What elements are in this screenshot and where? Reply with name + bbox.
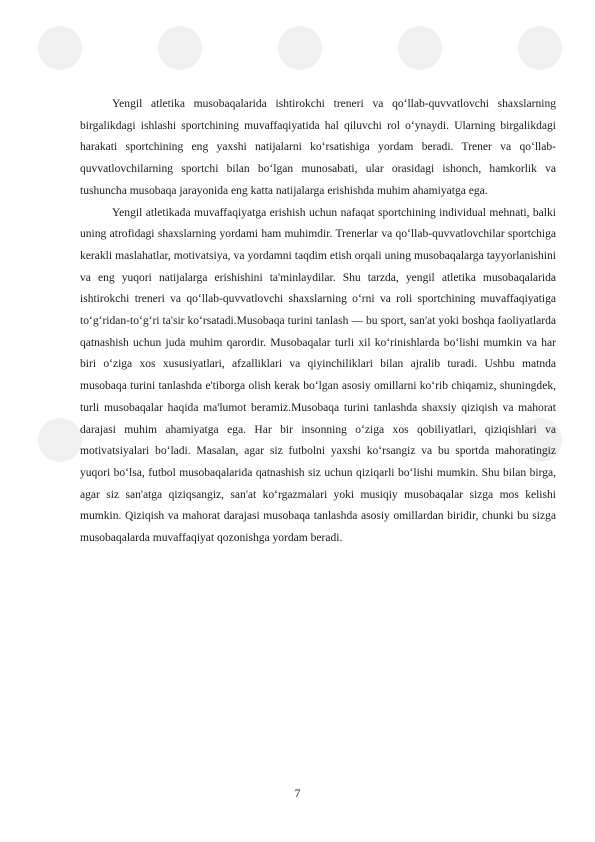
body-text-content — [80, 94, 556, 550]
paragraph: Yengil atletika musobaqalarida ishtirokchi treneri va qo‘llab-quvvatlovchi shaxslarning birgalikdagi ishlashi sportchining muvaffaqiyatida hal qiluvchi rol o‘ynaydi. Ularning birgalikdagi harakati sportchining eng yaxshi natijalarni ko‘rsatishiga yordam beradi. Trener va qo‘llab-quvvatlovchilarning sportchi bilan bo‘lgan munosabati, ular orasidagi ishonch, hamkorlik va tushuncha musobaqa jarayonida eng katta natijalarga erishishda muhim ahamiyatga ega. — [80, 98, 556, 197]
paragraph: Yengil atletikada muvaffaqiyatga erishish uchun nafaqat sportchining individual mehnati, balki uning atrofidagi shaxslarning yordami ham muhimdir. Trenerlar va qo‘llab-quvvatlovchilar sportchiga kerakli maslahatlar, motivatsiya, va yordamni taqdim etish orqali uning musobaqalarga tayyorlanishini va eng yuqori natijalarga erishishini ta'minlaydilar. Shu tarzda, yengil atletika musobaqalarida ishtirokchi treneri va qo‘llab-quvvatlovchi shaxslarning o‘rni va roli sportchining muvaffaqiyatiga to‘g‘ridan-to‘g‘ri ta'sir ko‘rsatadi.Musobaqa turini tanlash — bu sport, san'at yoki boshqa faoliyatlarda qatnashish uchun juda muhim qarordir. Musobaqalar turli xil ko‘rinishlarda bo‘lishi mumkin va har biri o‘ziga xos xususiyatlari, afzalliklari va qiyinchiliklari bilan ajralib turadi. Ushbu matnda musobaqa turini tanlashda e'tiborga olish kerak bo‘lgan asosiy omillarni ko‘rib chiqamiz, shuningdek, turli musobaqalar haqida ma'lumot beramiz.Musobaqa turini tanlashda shaxsiy qiziqish va mahorat darajasi muhim ahamiyatga ega. Har bir insonning o‘ziga xos qobiliyatlari, qiziqishlari va motivatsiyalari bo‘ladi. Masalan, agar siz futbolni yaxshi ko‘rsangiz va bu sportda mahoratingiz yuqori bo‘lsa, futbol musobaqalarida qatnashish siz uchun qiziqarli bo‘lishi mumkin. Shu bilan birga, agar siz san'atga qiziqsangiz, san'at ko‘rgazmalari yoki musiqiy musobaqalar sizga mos kelishi mumkin. Qiziqish va mahorat darajasi musobaqa tanlashda asosiy omillardan biridir, chunki bu sizga musobaqalarda muvaffaqiyat qozonishga yordam beradi. — [80, 206, 556, 545]
page-number: 7 — [294, 788, 301, 800]
